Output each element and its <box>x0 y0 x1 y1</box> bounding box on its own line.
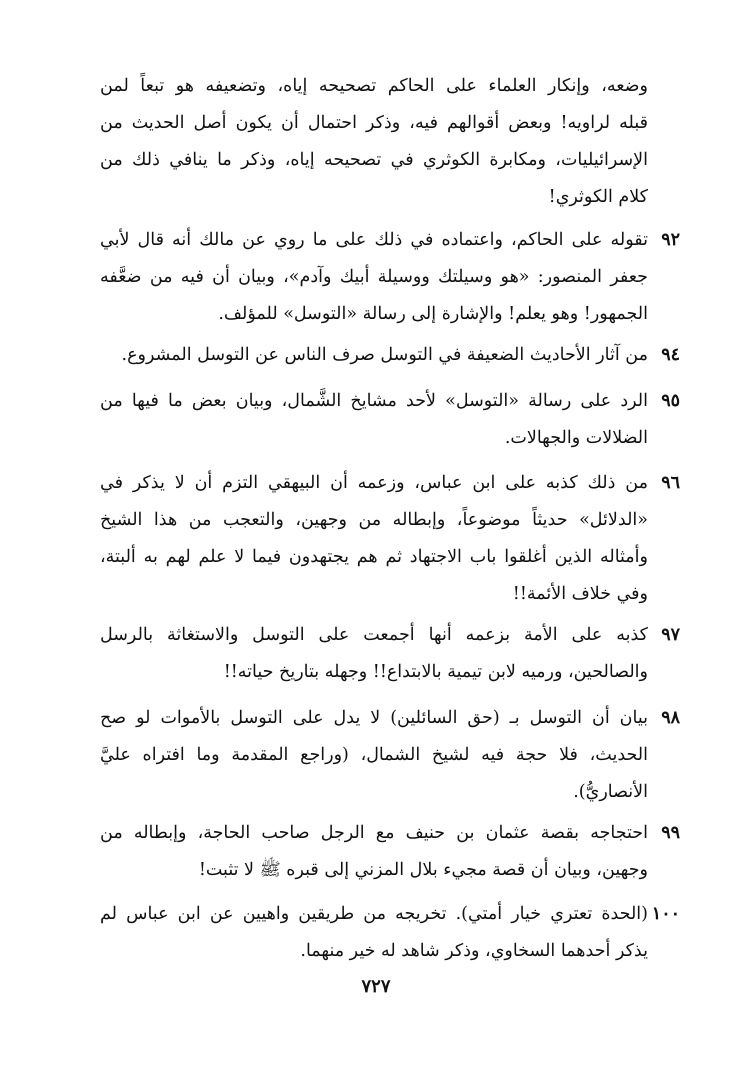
intro-paragraph <box>100 68 648 216</box>
text-line: (الحدة تعتري خيار أمتي). تخريجه من طريقين واهيين عن ابن عباس لم <box>100 904 648 924</box>
entry-text <box>100 383 648 457</box>
entry-number: ٩٤ <box>661 345 680 365</box>
text-line: كذبه على الأمة بزعمه أنها أجمعت على التوسل والاستغاثة بالرسل <box>100 625 648 645</box>
text-line: كلام الكوثري! <box>548 187 648 207</box>
entry-number: ٩٩ <box>661 823 680 843</box>
entry-number: ٩٦ <box>661 473 680 493</box>
entry-text <box>100 700 648 811</box>
text-line: وجهين، وبيان أن قصة مجيء بلال المزني إلى قبره ﷺ لا تثبت! <box>198 860 648 880</box>
text-line: «الدلائل» حديثاً موضوعاً، وإبطاله من وجهين، والتعجب من هذا الشيخ <box>100 510 648 530</box>
text-line: احتجاجه بقصة عثمان بن حنيف مع الرجل صاحب الحاجة، وإبطاله من <box>100 823 648 843</box>
entry-text <box>100 896 648 970</box>
entry-text <box>100 337 648 374</box>
text-line: قبله لراويه! وبعض أقوالهم فيه، وذكر احتمال أن يكون أصل الحديث من <box>100 113 648 133</box>
text-line: الجمهور! وهو يعلم! والإشارة إلى رسالة «التوسل» للمؤلف. <box>218 304 648 324</box>
text-line: وضعه، وإنكار العلماء على الحاكم تصحيحه إياه، وتضعيفه هو تبعاً لمن <box>100 76 648 96</box>
text-line: الضلالات والجهالات. <box>504 428 648 448</box>
entry-text <box>100 617 648 691</box>
entry-number: ٩٥ <box>661 391 680 411</box>
entry-number: ١٠٠ <box>651 904 680 924</box>
entry-text <box>100 815 648 889</box>
page-number: ٧٢٧ <box>361 976 391 997</box>
entry-number: ٩٨ <box>661 708 680 728</box>
text-line: وفي خلاف الأئمة!! <box>512 584 648 604</box>
entry-number: ٩٢ <box>661 230 680 250</box>
entry-number: ٩٧ <box>661 625 680 645</box>
text-line: من ذلك كذبه على ابن عباس، وزعمه أن البيهقي التزم أن لا يذكر في <box>100 473 648 493</box>
entry-text <box>100 465 648 613</box>
text-line: تقوله على الحاكم، واعتماده في ذلك على ما روي عن مالك أنه قال لأبي <box>100 230 648 250</box>
text-line: يذكر أحدهما السخاوي، وذكر شاهد له خير منهما. <box>300 941 648 961</box>
entry-text <box>100 222 648 333</box>
text-line: الرد على رسالة «التوسل» لأحد مشايخ الشَّمال، وبيان بعض ما فيها من <box>100 391 648 411</box>
text-line: بيان أن التوسل بـ (حق السائلين) لا يدل على التوسل بالأموات لو صح <box>100 708 648 728</box>
text-line: جعفر المنصور: «هو وسيلتك ووسيلة أبيك وآدم»، وبيان أن فيه من ضعَّفه <box>100 267 648 287</box>
text-line: وأمثاله الذين أغلقوا باب الاجتهاد ثم هم يجتهدون فيما لا علم لهم به ألبتة، <box>100 547 648 567</box>
text-line: والصالحين، ورميه لابن تيمية بالابتداع!! وجهله بتاريخ حياته!! <box>223 662 648 682</box>
text-line: من آثار الأحاديث الضعيفة في التوسل صرف الناس عن التوسل المشروع. <box>121 345 648 365</box>
text-line: الإسرائيليات، ومكابرة الكوثري في تصحيحه إياه، وذكر ما ينافي ذلك من <box>100 150 648 170</box>
text-line: الحديث، فلا حجة فيه لشيخ الشمال، (وراجع المقدمة وما افتراه عليَّ <box>100 745 648 765</box>
text-line: الأنصاريُّ). <box>573 782 648 802</box>
